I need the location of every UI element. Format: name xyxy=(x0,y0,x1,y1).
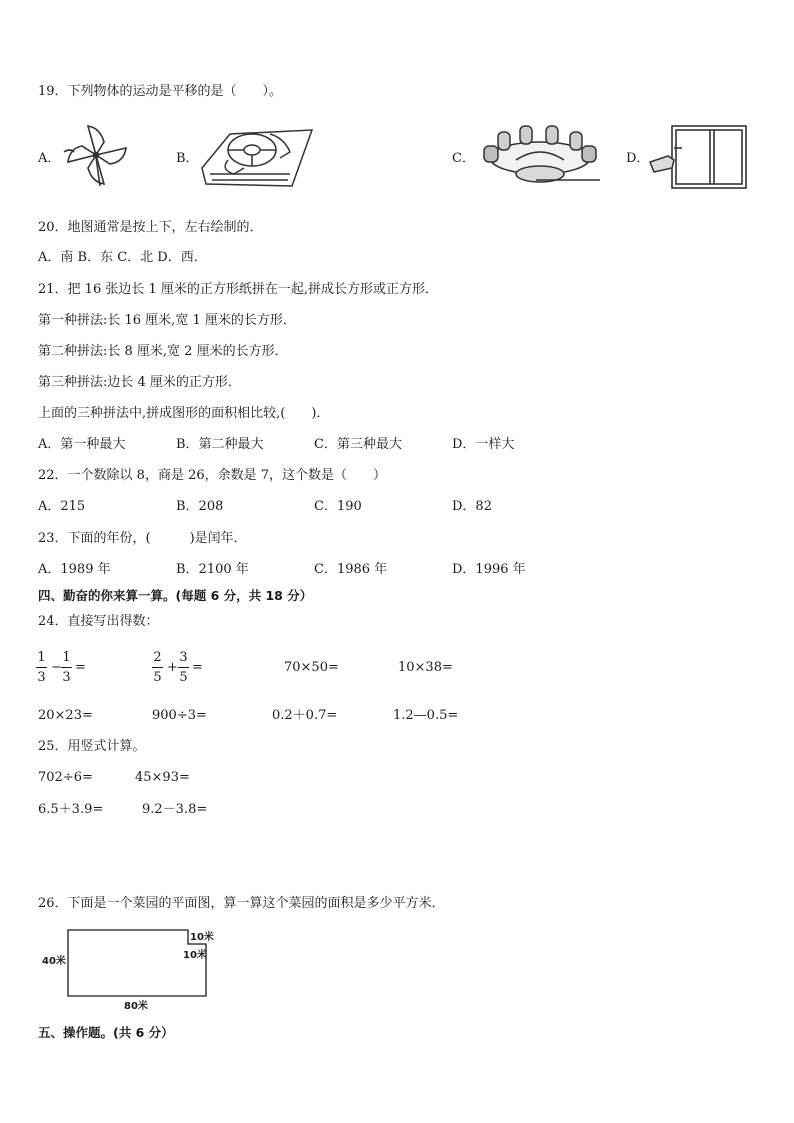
q19-option-c: C． xyxy=(452,151,475,166)
fraction xyxy=(61,650,72,685)
steering-wheel-icon xyxy=(200,124,316,190)
q25-expr-4: 9.2－3.8= xyxy=(142,802,208,817)
q21-line3: 第三种拼法:边长 4 厘米的正方形． xyxy=(38,375,241,390)
equals: = xyxy=(192,660,203,675)
q24-expr-8: 1.2—0.5= xyxy=(393,708,459,723)
q19-option-d: D． xyxy=(626,151,650,166)
q24-expr-5: 20×23= xyxy=(38,708,93,723)
q21-stem: 21．把 16 张边长 1 厘米的正方形纸拼在一起,拼成长方形或正方形． xyxy=(38,282,439,297)
q20-stem: 20．地图通常是按上下，左右绘制的． xyxy=(38,220,263,235)
q25-stem: 25．用竖式计算。 xyxy=(38,739,146,754)
q19-option-b: B． xyxy=(176,151,199,166)
numerator: 2 xyxy=(153,650,162,665)
operator: + xyxy=(167,660,178,675)
q24-stem: 24．直接写出得数： xyxy=(38,614,159,629)
q23-option-b: B．2100 年 xyxy=(176,562,249,577)
q26-stem: 26．下面是一个菜园的平面图，算一算这个菜园的面积是多少平方米． xyxy=(38,896,445,911)
section4-heading: 四、勤奋的你来算一算。(每题 6 分，共 18 分） xyxy=(38,588,313,603)
q21-line2: 第二种拼法:长 8 厘米,宽 2 厘米的长方形． xyxy=(38,344,288,359)
pinwheel-icon xyxy=(60,122,132,188)
denominator: 3 xyxy=(62,670,71,685)
denominator: 5 xyxy=(153,670,162,685)
denominator: 5 xyxy=(179,670,188,685)
q22-stem: 22．一个数除以 8，商是 26，余数是 7，这个数是（ ） xyxy=(38,468,387,483)
q22-option-b: B．208 xyxy=(176,499,224,514)
garden-label-notch: 10米 xyxy=(183,950,207,961)
garden-label-top: 10米 xyxy=(190,932,214,943)
carousel-icon xyxy=(476,124,606,188)
q19-option-a: A． xyxy=(38,151,61,166)
q23-option-c: C．1986 年 xyxy=(314,562,388,577)
numerator: 1 xyxy=(62,650,71,665)
q21-line1: 第一种拼法:长 16 厘米,宽 1 厘米的长方形． xyxy=(38,313,296,328)
q23-option-a: A．1989 年 xyxy=(38,562,111,577)
q25-expr-2: 45×93= xyxy=(135,770,190,785)
garden-label-left: 40米 xyxy=(42,956,66,967)
q21-option-a: A．第一种最大 xyxy=(38,437,126,452)
q25-expr-3: 6.5＋3.9= xyxy=(38,802,104,817)
q24-expr-4: 10×38= xyxy=(398,660,453,675)
fraction xyxy=(178,650,189,685)
q25-expr-1: 702÷6= xyxy=(38,770,93,785)
q21-option-b: B．第二种最大 xyxy=(176,437,264,452)
q23-stem: 23．下面的年份，( )是闰年． xyxy=(38,531,247,546)
operator: − xyxy=(51,660,62,675)
q22-option-d: D．82 xyxy=(452,499,492,514)
q23-option-d: D．1996 年 xyxy=(452,562,526,577)
q24-expr-6: 900÷3= xyxy=(152,708,207,723)
q21-line4: 上面的三种拼法中,拼成图形的面积相比较,( )． xyxy=(38,406,330,421)
q22-option-a: A．215 xyxy=(38,499,86,514)
q21-option-d: D．一样大 xyxy=(452,437,515,452)
q24-expr-7: 0.2＋0.7= xyxy=(272,708,338,723)
numerator: 1 xyxy=(37,650,46,665)
q19-stem: 19．下列物体的运动是平移的是（ ）。 xyxy=(38,84,283,99)
fraction xyxy=(152,650,163,685)
garden-label-bottom: 80米 xyxy=(124,1001,148,1012)
q22-option-c: C．190 xyxy=(314,499,362,514)
q21-option-c: C．第三种最大 xyxy=(314,437,402,452)
numerator: 3 xyxy=(179,650,188,665)
q24-expr-3: 70×50= xyxy=(284,660,339,675)
section5-heading: 五、操作题。(共 6 分） xyxy=(38,1025,174,1040)
fraction xyxy=(36,650,47,685)
sliding-window-icon xyxy=(648,122,752,192)
denominator: 3 xyxy=(37,670,46,685)
equals: = xyxy=(75,660,86,675)
q20-options: A．南 B．东 C．北 D．西． xyxy=(38,250,207,265)
